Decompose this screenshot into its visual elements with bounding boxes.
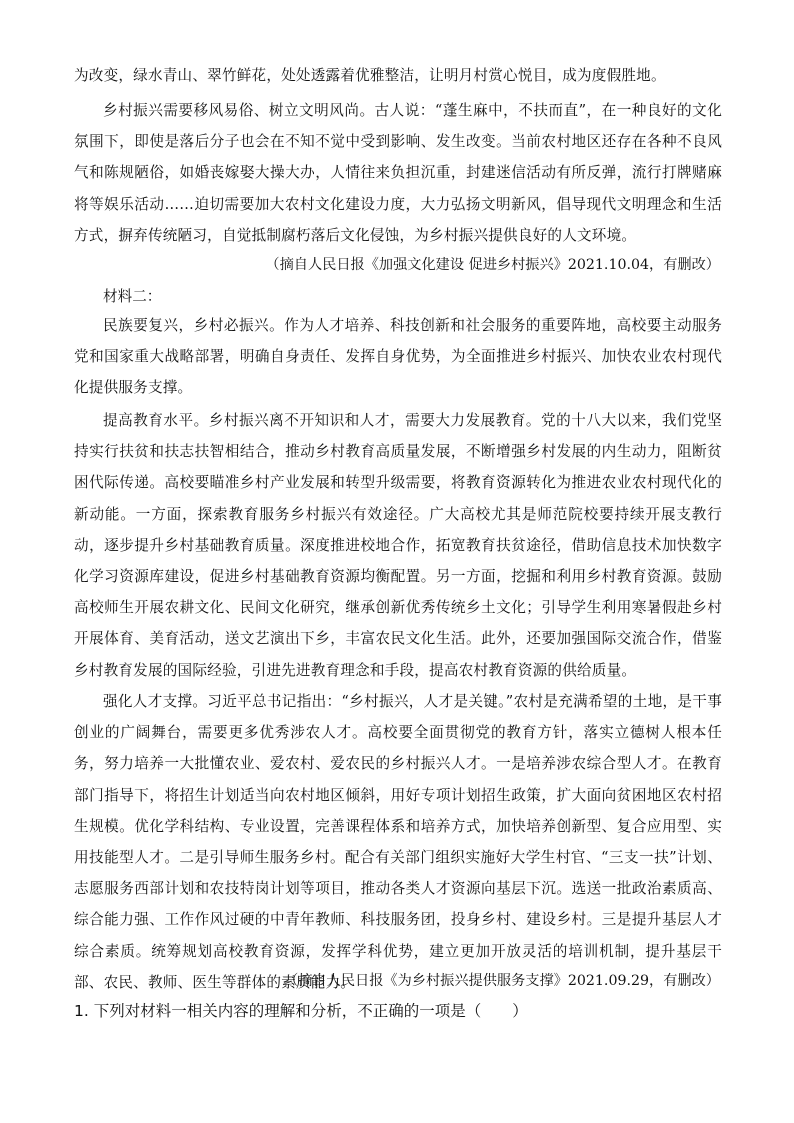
- material2-source: （摘自人民日报《为乡村振兴提供服务支撑》2021.09.29，有删改）: [284, 973, 720, 989]
- material1-source: （摘自人民日报《加强文化建设 促进乡村振兴》2021.10.04，有删改）: [265, 257, 720, 273]
- material2-paragraph-talent: 强化人才支撑。习近平总书记指出：“乡村振兴，人才是关键。”农村是充满希望的土地，是干事创业的广阔舞台，需要更多优秀涉农人才。高校要全面贯彻党的教育方针，落实立德树人根本任务，努力培养一大批懂农业、爱农村、爱农民的乡村振兴人才。一是培养涉农综合型人才。在教育部门指导下，将招生计划适当向农村地区倾斜，用好专项计划招生政策，扩大面向贫困地区农村招生规模。优化学科结构、专业设置，完善课程体系和培养方式，加快培养创新型、复合应用型、实用技能型人才。二是引导师生服务乡村。配合有关部门组织实施好大学生村官、“三支一扶”计划、志愿服务西部计划和农技特岗计划等项目，推动各类人才资源向基层下沉。选送一批政治素质高、综合能力强、工作作风过硬的中青年教师、科技服务团，投身乡村、建设乡村。三是提升基层人才综合素质。统筹规划高校教育资源，发挥学科优势，建立更加开放灵活的培训机制，提升基层干部、农民、教师、医生等群体的素质能力。: [74, 693, 722, 991]
- material1-paragraph-customs: 乡村振兴需要移风易俗、树立文明风尚。古人说：“蓬生麻中，不扶而直”，在一种良好的文化氛围下，即使是落后分子也会在不知不觉中受到影响、发生改变。当前农村地区还存在各种不良风气和陈规陋俗，如婚丧嫁娶大操大办，人情往来负担沉重，封建迷信活动有所反弹，流行打牌赌麻将等娱乐活动……迫切需要加大农村文化建设力度，大力弘扬文明新风，倡导现代文明理念和生活方式，摒弃传统陋习，自觉抵制腐朽落后文化侵蚀，为乡村振兴提供良好的人文环境。: [74, 102, 722, 244]
- material2-paragraph-education: 提高教育水平。乡村振兴离不开知识和人才，需要大力发展教育。党的十八大以来，我们党坚持实行扶贫和扶志扶智相结合，推动乡村教育高质量发展，不断增强乡村发展的内生动力，阻断贫困代际传递。高校要瞄准乡村产业发展和转型升级需要，将教育资源转化为推进农业农村现代化的新动能。一方面，探索教育服务乡村振兴有效途径。广大高校尤其是师范院校要持续开展支教行动，逐步提升乡村基础教育质量。深度推进校地合作，拓宽教育扶贫途径，借助信息技术加快数字化学习资源库建设，促进乡村基础教育资源均衡配置。另一方面，挖掘和利用乡村教育资源。鼓励高校师生开展农耕文化、民间文化研究，继承创新优秀传统乡土文化；引导学生利用寒暑假赴乡村开展体育、美育活动，送文艺演出下乡，丰富农民文化生活。此外，还要加强国际交流合作，借鉴乡村教育发展的国际经验，引进先进教育理念和手段，提高农村教育资源的供给质量。: [74, 412, 722, 679]
- question-1: 1. 下列对材料一相关内容的理解和分析，不正确的一项是（ ）: [74, 1002, 528, 1020]
- material2-paragraph-intro: 民族要复兴，乡村必振兴。作为人才培养、科技创新和社会服务的重要阵地，高校要主动服务党和国家重大战略部署，明确自身责任、发挥自身优势，为全面推进乡村振兴、加快农业农村现代化提供服务支撑。: [74, 317, 722, 397]
- material1-paragraph-end: 为改变，绿水青山、翠竹鲜花，处处透露着优雅整洁，让明月村赏心悦目，成为度假胜地。: [74, 67, 666, 84]
- material2-label: 材料二：: [103, 288, 162, 305]
